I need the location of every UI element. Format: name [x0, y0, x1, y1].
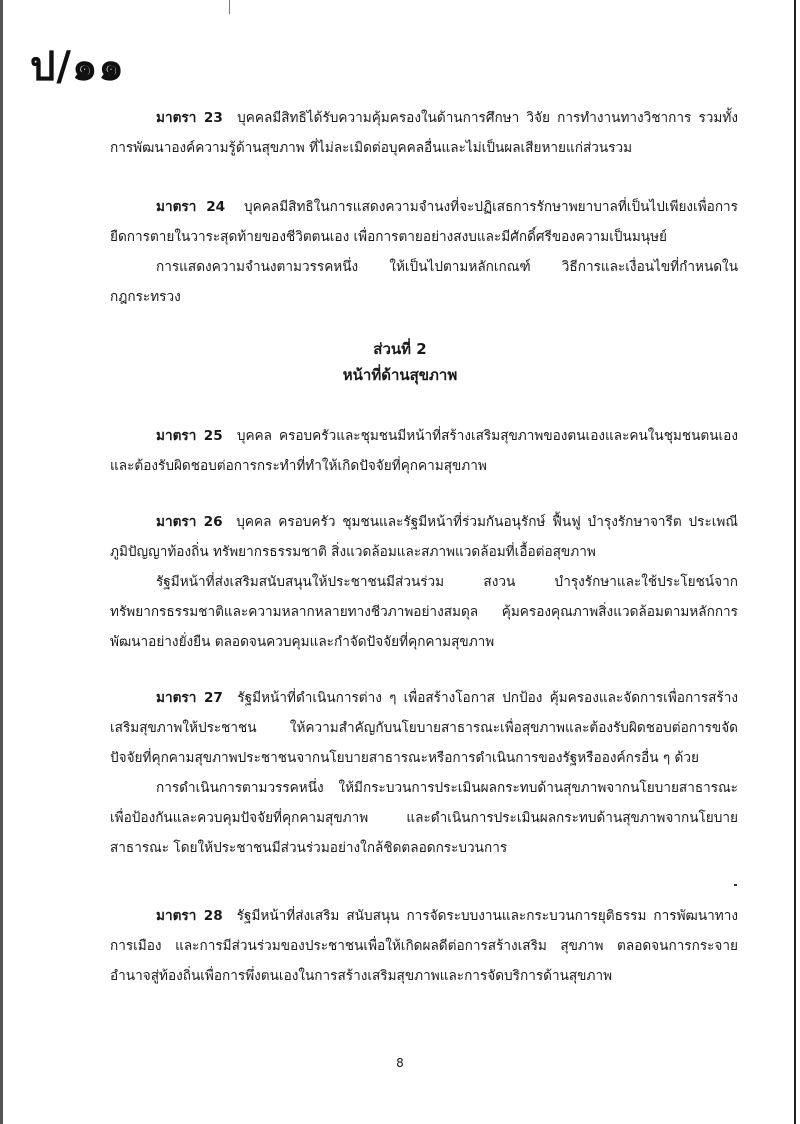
- scan-mark-top: [229, 0, 230, 14]
- handwritten-mark: ป/๑๑: [30, 43, 125, 90]
- section-24-line-2: ยืดการตายในวาระสุดท้ายของชีวิตตนเอง เพื่อการตายอย่างสงบและมีศักดิ์ศรีของความเป็นมนุษย์: [110, 229, 667, 245]
- section-24-label: มาตรา 24: [156, 199, 226, 215]
- section-24-para2-line-2: กฎกระทรวง: [110, 289, 181, 305]
- section-27-line-1: มาตรา 27 รัฐมีหน้าที่ดำเนินการต่าง ๆ เพื่อสร้างโอกาส ปกป้อง คุ้มครองและจัดการเพื่อการสร้าง: [156, 690, 738, 706]
- section-27-line-3: ปัจจัยที่คุกคามสุขภาพประชาชนจากนโยบายสาธารณะหรือการดำเนินการของรัฐหรือองค์กรอื่น ๆ ด้วย: [110, 750, 699, 766]
- section-23-line-1: มาตรา 23 บุคคลมีสิทธิได้รับความคุ้มครองในด้านการศึกษา วิจัย การทำงานทางวิชาการ รวมทั้ง: [156, 110, 738, 126]
- scan-dot: [734, 884, 737, 886]
- section-25-label: มาตรา 25: [156, 428, 223, 444]
- section-28-label: มาตรา 28: [156, 908, 223, 924]
- page-number: 8: [396, 1056, 404, 1070]
- section-24-para2-line-1: การแสดงความจำนงตามวรรคหนึ่ง ให้เป็นไปตามหลักเกณฑ์ วิธีการและเงื่อนไขที่กำหนดใน: [156, 259, 738, 275]
- section-23: [110, 103, 738, 163]
- section-26-para2-line-2: ทรัพยากรธรรมชาติและความหลากหลายทางชีวภาพอย่างสมดุล คุ้มครองคุณภาพสิ่งแวดล้อมตามหลักการ: [110, 604, 738, 620]
- section-26: [110, 507, 738, 657]
- section-27-para2-line-1: การดำเนินการตามวรรคหนึ่ง ให้มีกระบวนการประเมินผลกระทบด้านสุขภาพจากนโยบายสาธารณะ: [156, 780, 738, 796]
- section-27-line-2: เสริมสุขภาพให้ประชาชน ให้ความสำคัญกับนโยบายสาธารณะเพื่อสุขภาพและต้องรับผิดชอบต่อการขจัด: [110, 720, 738, 736]
- section-26-line-1: มาตรา 26 บุคคล ครอบครัว ชุมชนและรัฐมีหน้าที่ร่วมกันอนุรักษ์ ฟื้นฟู บำรุงรักษาจารีต ประเพณี: [156, 514, 738, 530]
- section-26-para2-line-1: รัฐมีหน้าที่ส่งเสริมสนับสนุนให้ประชาชนมีส่วนร่วม สงวน บำรุงรักษาและใช้ประโยชน์จาก: [156, 574, 738, 590]
- section-28-line-3: อำนาจสู่ท้องถิ่นเพื่อการพึ่งตนเองในการสร้างเสริมสุขภาพและการจัดบริการด้านสุขภาพ: [110, 968, 613, 984]
- section-26-label: มาตรา 26: [156, 514, 223, 530]
- section-27-para2-line-3: สาธารณะ โดยให้ประชาชนมีส่วนร่วมอย่างใกล้ชิดตลอดกระบวนการ: [110, 840, 508, 856]
- section-27-label: มาตรา 27: [156, 690, 223, 706]
- scan-edge-left: [0, 0, 3, 1124]
- section-25-line-1: มาตรา 25 บุคคล ครอบครัวและชุมชนมีหน้าที่สร้างเสริมสุขภาพของตนเองและคนในชุมชนตนเอง: [156, 428, 738, 444]
- scan-edge-right: [794, 0, 796, 1124]
- section-28-line-1: มาตรา 28 รัฐมีหน้าที่ส่งเสริม สนับสนุน การจัดระบบงานและกระบวนการยุติธรรม การพัฒนาทาง: [156, 908, 738, 924]
- section-25-line-2: และต้องรับผิดชอบต่อการกระทำที่ทำให้เกิดปัจจัยที่คุกคามสุขภาพ: [110, 458, 487, 474]
- part-2-heading: [0, 336, 800, 388]
- section-28-line-2: การเมือง และการมีส่วนร่วมของประชาชนเพื่อให้เกิดผลดีต่อการสร้างเสริม สุขภาพ ตลอดจนการกระจาย: [110, 938, 738, 954]
- section-23-label: มาตรา 23: [156, 110, 223, 126]
- part-2-subtitle: หน้าที่ด้านสุขภาพ: [342, 366, 458, 384]
- section-24: [110, 192, 738, 312]
- section-25: [110, 421, 738, 481]
- part-2-title: ส่วนที่ 2: [373, 340, 427, 358]
- section-24-line-1: มาตรา 24 บุคคลมีสิทธิในการแสดงความจำนงที่จะปฏิเสธการรักษาพยาบาลที่เป็นไปเพียงเพื่อการ: [156, 199, 738, 215]
- section-26-para2-line-3: พัฒนาอย่างยั่งยืน ตลอดจนควบคุมและกำจัดปัจจัยที่คุกคามสุขภาพ: [110, 634, 495, 650]
- section-28: [110, 901, 738, 991]
- section-27-para2-line-2: เพื่อป้องกันและควบคุมปัจจัยที่คุกคามสุขภาพ และดำเนินการประเมินผลกระทบด้านสุขภาพจากนโยบาย: [110, 810, 738, 826]
- section-23-line-2: การพัฒนาองค์ความรู้ด้านสุขภาพ ที่ไม่ละเมิดต่อบุคคลอื่นและไม่เป็นผลเสียหายแก่ส่วนรวม: [110, 140, 633, 156]
- section-27: [110, 683, 738, 863]
- section-26-line-2: ภูมิปัญญาท้องถิ่น ทรัพยากรธรรมชาติ สิ่งแวดล้อมและสภาพแวดล้อมที่เอื้อต่อสุขภาพ: [110, 544, 596, 560]
